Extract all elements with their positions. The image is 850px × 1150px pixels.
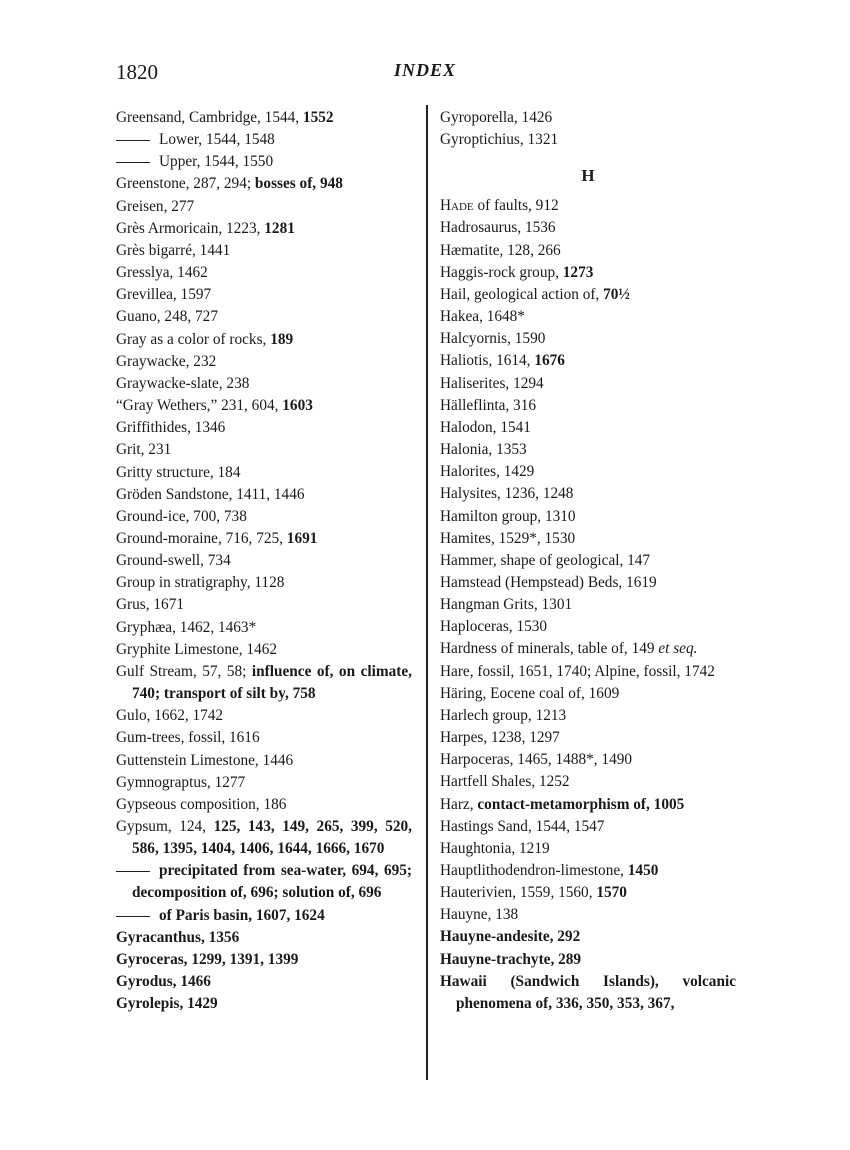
index-entry (440, 949, 736, 971)
entry-text: Ground-moraine, 716, 725, (116, 529, 287, 547)
index-entry (116, 173, 412, 195)
entry-text: Gyroptichius, 1321 (440, 131, 559, 149)
entry-text: Ground-ice, 700, 738 (116, 507, 247, 525)
index-entry (440, 572, 736, 594)
entry-bold-text: Gyrolepis, 1429 (116, 995, 218, 1013)
index-entry (440, 284, 736, 306)
entry-text: Hangman Grits, 1301 (440, 596, 573, 614)
entry-text: Greenstone, 287, 294; (116, 175, 255, 193)
entry-text: Grès Armoricain, 1223, (116, 219, 265, 237)
entry-text: Gyroporella, 1426 (440, 109, 553, 126)
index-entry (440, 616, 736, 638)
index-entry (440, 395, 736, 417)
entry-text: Gresslya, 1462 (116, 264, 208, 282)
index-subentry (116, 151, 412, 173)
entry-bold-text: contact-metamorphism of, 1005 (477, 795, 685, 813)
entry-text: Harpes, 1238, 1297 (440, 729, 560, 747)
entry-text: Gulo, 1662, 1742 (116, 707, 224, 725)
index-entry (116, 727, 412, 749)
index-entry (440, 373, 736, 395)
index-subentry (116, 860, 412, 904)
index-entry (116, 971, 412, 993)
entry-text: Häring, Eocene coal of, 1609 (440, 684, 620, 702)
entry-bold-text: 189 (270, 330, 294, 348)
entry-text: Haughtonia, 1219 (440, 839, 550, 857)
entry-text: Gymnograptus, 1277 (116, 773, 246, 791)
entry-text: Haggis-rock group, (440, 263, 563, 281)
entry-text: Upper, 1544, 1550 (159, 153, 274, 171)
index-entry (440, 483, 736, 505)
index-entry (116, 772, 412, 794)
entry-text: Gröden Sandstone, 1411, 1446 (116, 485, 305, 503)
index-entry (440, 528, 736, 550)
index-entry (116, 816, 412, 860)
index-entry (440, 727, 736, 749)
entry-bold-text: of Paris basin, 1607, 1624 (159, 906, 325, 924)
section-letter: H (581, 166, 595, 186)
index-entry (116, 484, 412, 506)
index-entry (440, 705, 736, 727)
index-entry (440, 838, 736, 860)
entry-text: Hail, geological action of, (440, 285, 604, 303)
entry-bold-text: Hawaii (Sandwich Islands), volcanic phenomena of, 336, 350, 353, 367, (440, 972, 736, 1012)
index-entry (440, 683, 736, 705)
entry-bold-text: 70½ (603, 285, 630, 303)
index-entry (116, 107, 412, 129)
entry-bold-text: 1450 (627, 862, 659, 879)
index-entry (440, 860, 736, 882)
entry-text: Grus, 1671 (116, 596, 184, 614)
entry-bold-text: bosses of, 948 (254, 175, 343, 193)
entry-bold-text: precipitated from sea-water, 694, 695; decomposition of, 696; solution of, 696 (132, 862, 412, 902)
index-entry (116, 262, 412, 284)
index-entry (116, 794, 412, 816)
entry-text: Hauyne, 138 (440, 906, 519, 924)
entry-text: Hauptlithodendron-limestone, (440, 862, 628, 879)
index-column-right (440, 107, 736, 1015)
index-subentry (116, 129, 412, 151)
index-entry (440, 661, 736, 683)
index-entry (440, 882, 736, 904)
index-entry (440, 328, 736, 350)
entry-text: Harlech group, 1213 (440, 706, 567, 724)
index-entry (440, 904, 736, 926)
index-entry (440, 195, 736, 217)
entry-text: Hakea, 1648* (440, 308, 525, 326)
entry-bold-text: 125, 143, 149, 265, 399, 520, 586, 1395, 1404, 1406, 1644, 1666, 1670 (132, 818, 412, 858)
entry-text: “Gray Wethers,” 231, 604, (116, 397, 283, 415)
entry-text: Hare, fossil, 1651, 1740; Alpine, fossil, 1742 (440, 662, 715, 680)
index-entry (116, 550, 412, 572)
index-entry (440, 749, 736, 771)
index-entry (116, 284, 412, 306)
index-subentry (116, 905, 412, 927)
index-entry (116, 594, 412, 616)
entry-text: Gypseous composition, 186 (116, 795, 287, 813)
entry-text: Haploceras, 1530 (440, 618, 548, 636)
entry-text: of faults, 912 (473, 197, 559, 215)
entry-italic-text: et seq. (658, 640, 698, 658)
index-entry (116, 506, 412, 528)
page-number: 1820 (116, 60, 158, 84)
entry-text: Gray as a color of rocks, (116, 330, 271, 348)
entry-text: Hauterivien, 1559, 1560, (440, 884, 597, 902)
index-entry (116, 750, 412, 772)
entry-text: Harpoceras, 1465, 1488*, 1490 (440, 751, 633, 769)
index-entry (116, 528, 412, 550)
entry-text: Halodon, 1541 (440, 418, 531, 436)
entry-text: Gypsum, 124, (116, 818, 214, 835)
index-entry (116, 218, 412, 240)
running-title: INDEX (393, 60, 456, 80)
entry-text: Gulf Stream, 57, 58; (116, 662, 252, 680)
index-entry (440, 926, 736, 948)
index-entry (116, 439, 412, 461)
entry-text: Gryphite Limestone, 1462 (116, 640, 278, 658)
index-entry (440, 262, 736, 284)
entry-text: Graywacke, 232 (116, 352, 217, 370)
index-entry (116, 373, 412, 395)
index-entry (116, 196, 412, 218)
entry-text: Hartfell Shales, 1252 (440, 773, 570, 791)
entry-text: Hæmatite, 128, 266 (440, 241, 561, 259)
index-entry (116, 351, 412, 373)
index-entry (116, 661, 412, 705)
index-column-left (116, 107, 412, 1015)
entry-bold-text: Hauyne-andesite, 292 (440, 928, 581, 946)
entry-bold-text: Gyroceras, 1299, 1391, 1399 (116, 950, 299, 968)
entry-bold-text: 1603 (282, 397, 313, 415)
index-entry (116, 705, 412, 727)
entry-text: Hamilton group, 1310 (440, 507, 576, 525)
index-entry (440, 417, 736, 439)
index-entry (440, 506, 736, 528)
index-entry (440, 240, 736, 262)
index-entry (116, 617, 412, 639)
entry-bold-text: 1273 (562, 263, 594, 281)
entry-text: Hastings Sand, 1544, 1547 (440, 817, 605, 835)
index-entry (440, 306, 736, 328)
entry-bold-text: 1676 (534, 352, 565, 370)
entry-bold-text: Hauyne-trachyte, 289 (440, 950, 582, 968)
index-entry (116, 417, 412, 439)
index-entry (440, 794, 736, 816)
index-entry (116, 639, 412, 661)
index-entry (116, 993, 412, 1015)
index-entry (116, 240, 412, 262)
entry-text: Hardness of minerals, table of, 149 (440, 640, 659, 658)
entry-text: Hälleflinta, 316 (440, 396, 537, 414)
entry-text: Group in stratigraphy, 1128 (116, 574, 285, 592)
entry-text: Hamstead (Hempstead) Beds, 1619 (440, 573, 657, 591)
index-entry (116, 329, 412, 351)
entry-text: Ground-swell, 734 (116, 552, 231, 570)
entry-text: Greisen, 277 (116, 197, 195, 215)
index-entry (116, 572, 412, 594)
entry-text: Hamites, 1529*, 1530 (440, 529, 576, 547)
entry-text: Graywacke-slate, 238 (116, 374, 250, 392)
entry-bold-text: Gyracanthus, 1356 (116, 928, 240, 946)
index-entry (440, 550, 736, 572)
index-entry (440, 771, 736, 793)
entry-bold-text: 1570 (596, 884, 627, 902)
index-entry (440, 129, 736, 151)
entry-bold-text: 1552 (302, 109, 334, 126)
entry-bold-text: 1281 (264, 219, 295, 237)
column-divider (426, 105, 428, 1080)
entry-text: Haliserites, 1294 (440, 374, 544, 392)
entry-smallcaps: Hade (440, 197, 474, 215)
index-entry (440, 107, 736, 129)
index-entry (116, 462, 412, 484)
entry-text: Gum-trees, fossil, 1616 (116, 729, 260, 747)
entry-text: Guano, 248, 727 (116, 308, 218, 326)
index-entry (116, 949, 412, 971)
entry-text: Lower, 1544, 1548 (159, 131, 275, 149)
entry-text: Grit, 231 (116, 441, 172, 459)
index-entry (116, 306, 412, 328)
entry-text: Grevillea, 1597 (116, 286, 212, 304)
index-entry (440, 217, 736, 239)
index-entry (440, 638, 736, 660)
entry-text: Griffithides, 1346 (116, 419, 226, 437)
entry-text: Gritty structure, 184 (116, 463, 241, 481)
entry-bold-text: influence of, on climate, 740; transport of silt by, 758 (132, 662, 412, 703)
index-entry (116, 927, 412, 949)
page-header (0, 60, 850, 90)
index-entry (116, 395, 412, 417)
entry-text: Guttenstein Limestone, 1446 (116, 751, 294, 769)
index-entry (440, 594, 736, 616)
entry-text: Grès bigarré, 1441 (116, 241, 231, 259)
entry-text: Halcyornis, 1590 (440, 330, 546, 348)
index-entry (440, 816, 736, 838)
index-entry (440, 461, 736, 483)
entry-text: Hammer, shape of geological, 147 (440, 551, 651, 569)
entry-text: Greensand, Cambridge, 1544, (116, 109, 303, 126)
entry-bold-text: 1691 (286, 529, 318, 547)
entry-text: Gryphæa, 1462, 1463* (116, 618, 257, 636)
index-entry (440, 350, 736, 372)
entry-bold-text: Gyrodus, 1466 (116, 973, 211, 991)
entry-text: Hadrosaurus, 1536 (440, 219, 556, 237)
entry-text: Haliotis, 1614, (440, 352, 535, 370)
entry-text: Harz, (440, 795, 478, 813)
index-entry (440, 971, 736, 1015)
entry-text: Halorites, 1429 (440, 463, 535, 481)
index-entry (440, 439, 736, 461)
entry-text: Halonia, 1353 (440, 441, 527, 459)
entry-text: Halysites, 1236, 1248 (440, 485, 574, 503)
